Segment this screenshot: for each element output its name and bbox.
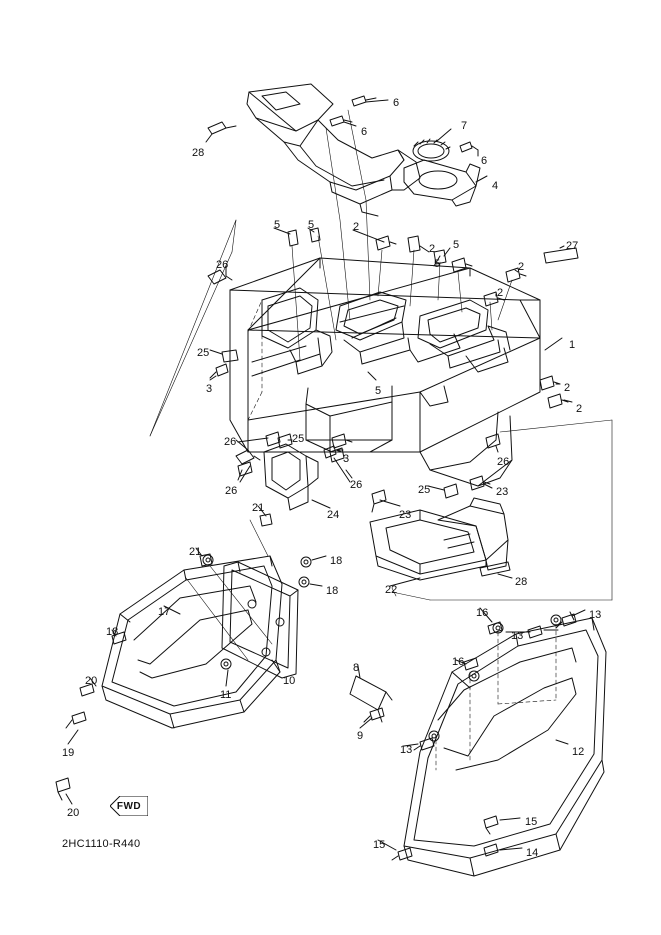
callout-number: 22 <box>385 584 398 596</box>
callout-number: 26 <box>224 436 237 448</box>
callout-number: 4 <box>492 180 499 192</box>
callout-number: 5 <box>434 258 441 270</box>
callout-number: 9 <box>357 730 364 742</box>
callout-number: 13 <box>400 744 413 756</box>
callout-number: 2 <box>497 287 504 299</box>
callout-number: 27 <box>566 240 579 252</box>
callout-number: 1 <box>569 339 576 351</box>
callout-number: 2 <box>564 382 571 394</box>
callout-number: 11 <box>220 689 232 701</box>
fwd-label: FWD <box>116 800 142 812</box>
diagram-part-code: 2HC1110-R440 <box>62 838 141 850</box>
callout-number: 2 <box>576 403 583 415</box>
callout-number: 28 <box>515 576 528 588</box>
callout-number: 13 <box>589 609 602 621</box>
callout-number: 12 <box>572 746 585 758</box>
callout-number: 3 <box>343 453 350 465</box>
callout-number: 20 <box>67 807 80 819</box>
callout-number: 6 <box>481 155 488 167</box>
callout-number: 6 <box>393 97 400 109</box>
callout-number: 26 <box>497 456 510 468</box>
callout-number: 5 <box>453 239 460 251</box>
callout-number: 26 <box>225 485 238 497</box>
callout-number: 3 <box>206 383 213 395</box>
callout-number: 17 <box>158 606 171 618</box>
callout-number: 25 <box>418 484 431 496</box>
callout-number: 13 <box>511 630 524 642</box>
callout-number: 2 <box>353 221 360 233</box>
callout-number: 23 <box>496 486 509 498</box>
callout-number: 2 <box>518 261 525 273</box>
callout-number: 8 <box>353 662 360 674</box>
callout-number: 5 <box>274 219 281 231</box>
callout-number: 25 <box>197 347 210 359</box>
fwd-direction-marker <box>110 796 148 816</box>
callout-number: 26 <box>350 479 363 491</box>
callout-number: 23 <box>399 509 412 521</box>
callout-number: 18 <box>330 555 343 567</box>
callout-number: 2 <box>429 243 436 255</box>
callout-number: 28 <box>192 147 205 159</box>
callout-number: 10 <box>283 675 296 687</box>
callout-number: 18 <box>106 626 119 638</box>
callout-number: 21 <box>189 546 202 558</box>
callout-number: 24 <box>327 509 340 521</box>
callout-number: 25 <box>292 433 305 445</box>
callout-number: 20 <box>85 675 98 687</box>
callout-number: 16 <box>476 607 489 619</box>
callout-number: 16 <box>452 656 465 668</box>
callout-number: 6 <box>361 126 368 138</box>
callout-number: 5 <box>308 219 315 231</box>
callout-number: 19 <box>62 747 75 759</box>
callout-number: 14 <box>526 847 539 859</box>
callout-number: 5 <box>375 385 382 397</box>
callout-number: 18 <box>326 585 339 597</box>
callout-number: 21 <box>252 502 265 514</box>
callout-number: 15 <box>373 839 386 851</box>
callout-number: 7 <box>461 120 468 132</box>
callout-number: 26 <box>216 259 229 271</box>
callout-number: 15 <box>525 816 538 828</box>
